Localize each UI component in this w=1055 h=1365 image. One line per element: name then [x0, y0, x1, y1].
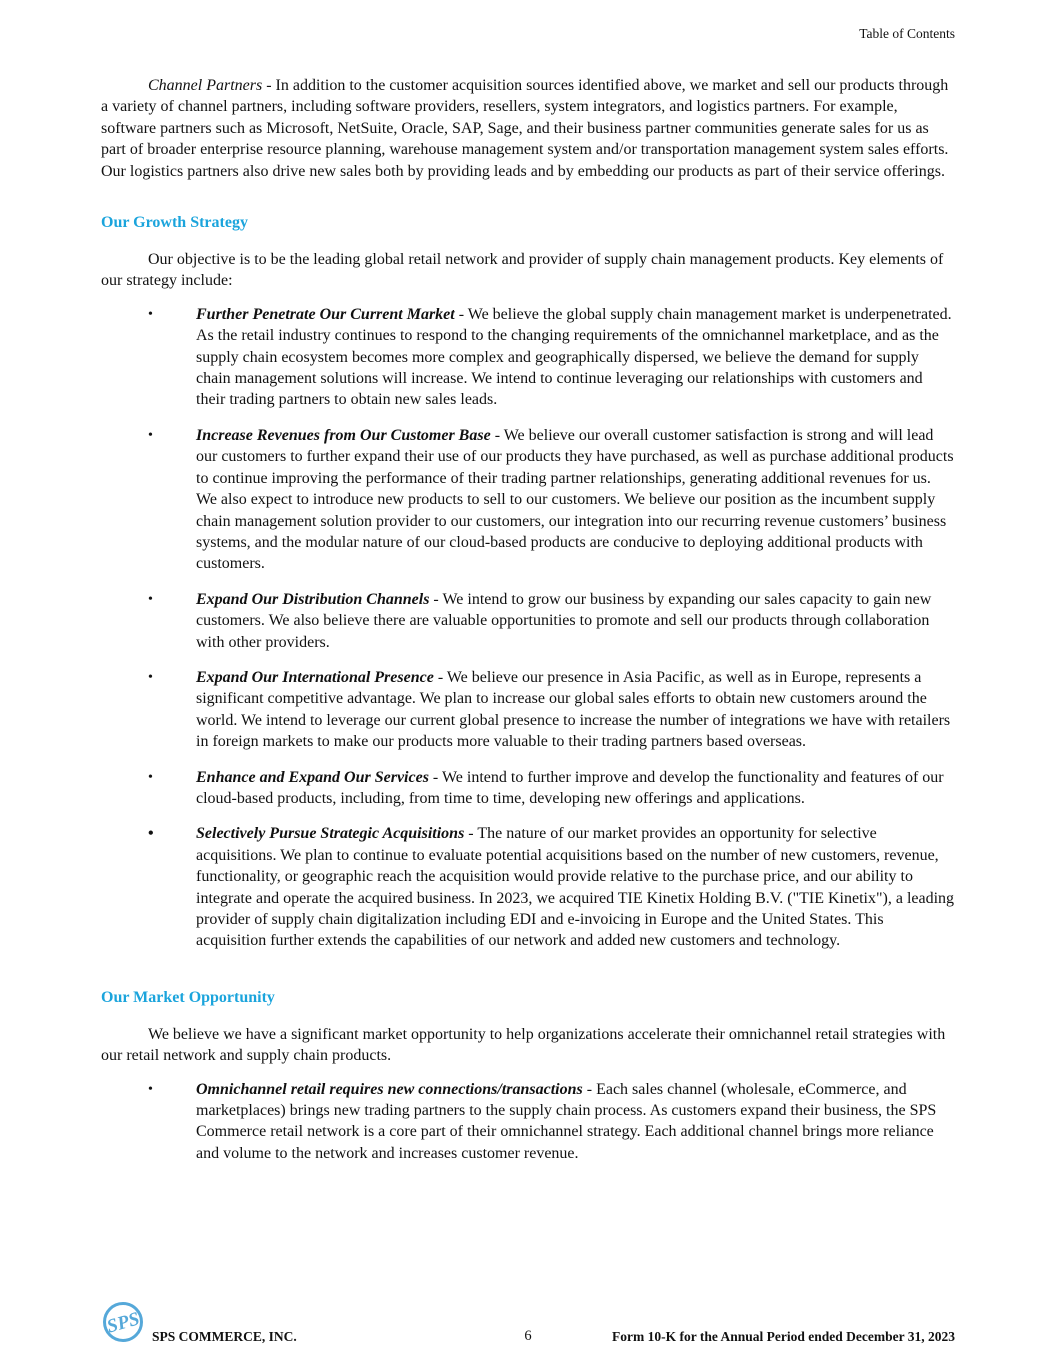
- bullet-body: [196, 767, 955, 810]
- bullet-title: Expand Our International Presence: [196, 668, 434, 686]
- bullet-icon: •: [148, 427, 153, 443]
- bullet-strategic-acquisitions: [148, 823, 955, 951]
- bullet-description: - We believe the global supply chain management market is underpenetrated. As the retail industry continues to respond to the changing requirements of the omnichannel marketplace, and as the supply chain ecosystem becomes more complex and geographically dispersed, we believe the demand for supply chain management solutions will increase. We intend to continue leveraging our relationships with customers and their trading partners to obtain new sales leads.: [196, 305, 952, 409]
- footer-form-info: Form 10-K for the Annual Period ended December 31, 2023: [612, 1329, 955, 1344]
- bullet-expand-international: [148, 667, 955, 753]
- bullet-body: [196, 304, 955, 411]
- footer-company-name: SPS COMMERCE, INC.: [152, 1329, 297, 1344]
- bullet-description: - Each sales channel (wholesale, eCommerce, and marketplaces) brings new trading partners to the supply chain process. As customers expand their business, the SPS Commerce retail network is a core part of their omnichannel strategy. Each additional channel brings more reliance and volume to the network and increases customer revenue.: [196, 1080, 937, 1162]
- channel-partners-text: - In addition to the customer acquisition sources identified above, we market and sell our products through a variety of channel partners, including software providers, resellers, system integrators, and logistics partners. For example, software partners such as Microsoft, NetSuite, Oracle, SAP, Sage, and their business partner communities generate sales for us as part of broader enterprise resource planning, warehouse management system and/or transportation management system sales efforts. Our logistics partners also drive new sales both by providing leads and by embedding our products as part of their service offerings.: [101, 77, 949, 180]
- page-footer: [101, 1300, 955, 1345]
- bullet-icon: •: [148, 825, 154, 843]
- bullet-body: [196, 1079, 955, 1165]
- market-intro-paragraph: We believe we have a significant market opportunity to help organizations accelerate their omnichannel retail strategies with our retail network and supply chain products.: [101, 1025, 946, 1065]
- footer-left: [101, 1300, 524, 1345]
- bullet-icon: •: [148, 306, 153, 322]
- bullet-icon: •: [148, 669, 153, 685]
- bullet-increase-revenues: [148, 425, 955, 575]
- bullet-expand-distribution: [148, 589, 955, 653]
- section-heading-market-opportunity: Our Market Opportunity: [101, 988, 275, 1006]
- bullet-omnichannel-retail: [148, 1079, 955, 1165]
- bullet-body: [196, 667, 955, 753]
- bullet-body: [196, 425, 955, 575]
- svg-text:SPS: SPS: [104, 1308, 142, 1338]
- bullet-title: Increase Revenues from Our Customer Base: [196, 426, 491, 444]
- bullet-further-penetrate: [148, 304, 955, 411]
- bullet-icon: •: [148, 1081, 153, 1097]
- channel-partners-paragraph: [101, 75, 955, 182]
- bullet-description: - We intend to further improve and develop the functionality and features of our cloud-based products, including, from time to time, developing new offerings and applications.: [196, 768, 944, 807]
- table-of-contents-link[interactable]: Table of Contents: [859, 26, 955, 41]
- section-heading-growth-strategy: Our Growth Strategy: [101, 214, 248, 232]
- growth-intro-paragraph: Our objective is to be the leading global retail network and provider of supply chain management products. Key elements of our strategy include:: [101, 251, 944, 290]
- bullet-title: Further Penetrate Our Current Market: [196, 305, 455, 323]
- sps-logo-icon: [101, 1300, 145, 1349]
- bullet-enhance-services: [148, 767, 955, 810]
- bullet-title: Expand Our Distribution Channels: [196, 590, 430, 608]
- bullet-title: Omnichannel retail requires new connections/transactions: [196, 1080, 583, 1098]
- bullet-description: - We believe our presence in Asia Pacific, as well as in Europe, represents a significant competitive advantage. We plan to increase our global sales efforts to obtain new customers around the world. We intend to leverage our current global presence to increase the number of integrations we have with retailers in foreign markets to make our products more valuable to their trading partners based overseas.: [196, 668, 951, 751]
- bullet-description: - We intend to grow our business by expanding our sales capacity to gain new customers. We also believe there are valuable opportunities to promote and sell our products through collaboration with other providers.: [196, 590, 932, 651]
- page-number: 6: [524, 1328, 532, 1344]
- bullet-description: - The nature of our market provides an opportunity for selective acquisitions. We plan to continue to evaluate potential acquisitions based on the number of new customers, revenue, functionality, or geographic reach the acquisition would provide relative to the purchase price, and our ability to integrate and operate the acquired business. In 2023, we acquired TIE Kinetix Holding B.V. ("TIE Kinetix"), a leading provider of supply chain digitalization including EDI and e-invoicing in Europe and the United States. This acquisition further extends the capabilities of our network and added new customers and technology.: [196, 825, 955, 950]
- bullet-body: [196, 823, 955, 951]
- bullet-icon: •: [148, 591, 153, 607]
- bullet-title: Enhance and Expand Our Services: [196, 768, 429, 786]
- bullet-icon: •: [148, 769, 153, 785]
- bullet-description: - We believe our overall customer satisfaction is strong and will lead our customers to further expand their use of our products they have purchased, as well as purchase additional products to continue improving the performance of their trading partner relationships, generating additional revenues for us. We also expect to introduce new products to sell to our customers. We believe our position as the incumbent supply chain management solution provider to our customers, our integration into our recurring revenue customers’ business systems, and the modular nature of our cloud-based products are conducive to deploying additional products with customers.: [196, 426, 954, 573]
- bullet-title: Selectively Pursue Strategic Acquisitions: [196, 825, 465, 843]
- bullet-body: [196, 589, 955, 653]
- channel-partners-lead: Channel Partners: [148, 77, 263, 94]
